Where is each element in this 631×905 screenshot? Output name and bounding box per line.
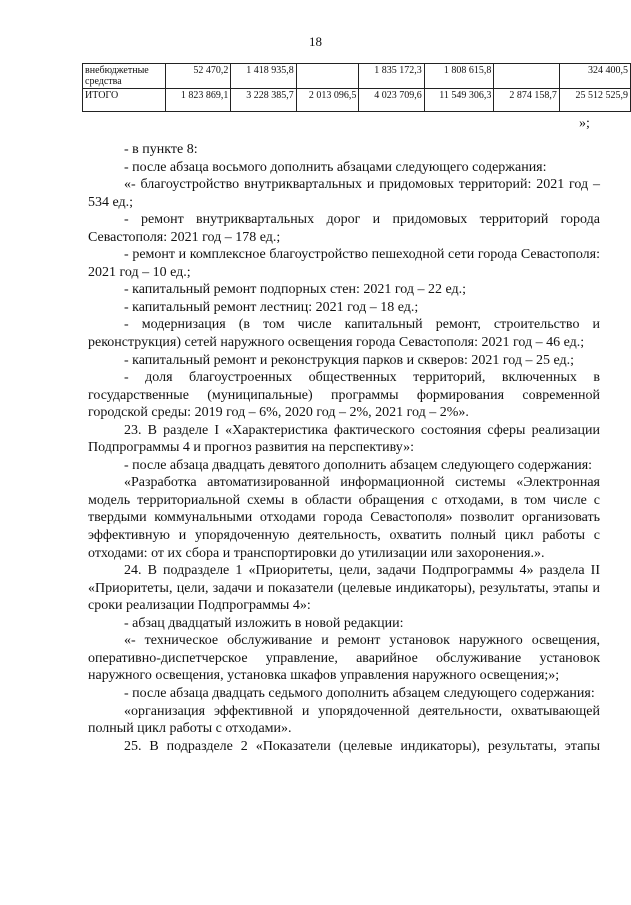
table-cell: 1 823 869,1: [165, 89, 230, 112]
paragraph: - капитальный ремонт лестниц: 2021 год – 18 ед.;: [124, 299, 419, 315]
table-cell: 1 835 172,3: [359, 64, 424, 89]
page-number: 18: [309, 34, 322, 49]
paragraph: - в пункте 8:: [124, 142, 198, 157]
paragraph: 25. В подразделе 2 «Показатели (целевые индикаторы), результаты, этапы: [124, 738, 600, 754]
table-row-label: ИТОГО: [83, 89, 166, 112]
paragraph: - доля благоустроенных общественных территорий, включенных в государственные (муниципальные) программы формирования современной городской среды: 2019 год – 6%, 2020 год – 2%, 2021 год – 2%».: [88, 370, 600, 421]
paragraph: «- техническое обслуживание и ремонт установок наружного освещения, оперативно-диспетчерское управление, аварийное обслуживание установок наружного освещения, установка шкафов управления наружного освещения;»;: [88, 633, 600, 684]
table-closing-mark: »;: [579, 116, 590, 131]
paragraph: - после абзаца двадцать девятого дополнить абзацем следующего содержания:: [124, 457, 593, 473]
table-row: [83, 89, 631, 112]
table-cell: 3 228 385,7: [231, 89, 296, 112]
table-cell: 11 549 306,3: [424, 89, 494, 112]
table-cell: 1 808 615,8: [424, 64, 494, 89]
table-row-label: внебюджетные средства: [83, 64, 166, 89]
paragraph: 23. В разделе I «Характеристика фактического состояния сферы реализации Подпрограммы 4 и прогноз развития на перспективу»:: [88, 422, 600, 456]
paragraph: «- благоустройство внутриквартальных и придомовых территорий: 2021 год – 534 ед.;: [88, 177, 600, 210]
budget-table: [82, 63, 631, 112]
paragraph: - ремонт внутриквартальных дорог и придомовых территорий города Севастополя: 2021 год – 178 ед.;: [88, 212, 600, 245]
paragraph: - после абзаца восьмого дополнить абзацами следующего содержания:: [124, 159, 547, 175]
paragraph: - капитальный ремонт и реконструкция парков и скверов: 2021 год – 25 ед.;: [124, 352, 574, 368]
paragraph: «организация эффективной и упорядоченной деятельности, охватывающей полный цикл работы с отходами».: [88, 703, 600, 737]
table-cell: 2 874 158,7: [494, 89, 559, 112]
table-cell: [296, 64, 359, 89]
paragraph: «Разработка автоматизированной информационной системы «Электронная модель территориальной схемы в области обращения с отходами, в том числе с твердыми коммунальными отходами города Севастополя» позволит организовать эффективную и упорядоченную деятельность, охватить полный цикл работы с отходами: от их сбора и транспортировки до утилизации или захоронения.».: [88, 475, 600, 561]
paragraph: - абзац двадцатый изложить в новой редакции:: [124, 615, 404, 631]
table-cell: [494, 64, 559, 89]
paragraph: - модернизация (в том числе капитальный ремонт, строительство и реконструкция) сетей наружного освещения города Севастополя: 2021 год – 46 ед.;: [88, 317, 600, 351]
paragraph: - после абзаца двадцать седьмого дополнить абзацем следующего содержания:: [124, 685, 595, 701]
paragraph: - капитальный ремонт подпорных стен: 2021 год – 22 ед.;: [124, 282, 467, 298]
table-cell: 52 470,2: [165, 64, 230, 89]
table-cell: 324 400,5: [559, 64, 630, 89]
table-cell: 1 418 935,8: [231, 64, 296, 89]
table-cell: 25 512 525,9: [559, 89, 630, 112]
paragraph: 24. В подразделе 1 «Приоритеты, цели, задачи Подпрограммы 4» раздела II «Приоритеты, цели, задачи и показатели (целевые индикаторы), результаты, этапы и сроки реализации Подпрограммы 4»:: [88, 563, 600, 614]
table-cell: 2 013 096,5: [296, 89, 359, 112]
table-cell: 4 023 709,6: [359, 89, 424, 112]
document-body: [88, 141, 600, 755]
paragraph: - ремонт и комплексное благоустройство пешеходной сети города Севастополя: 2021 год – 10 ед.;: [88, 247, 600, 280]
table-row: [83, 64, 631, 89]
